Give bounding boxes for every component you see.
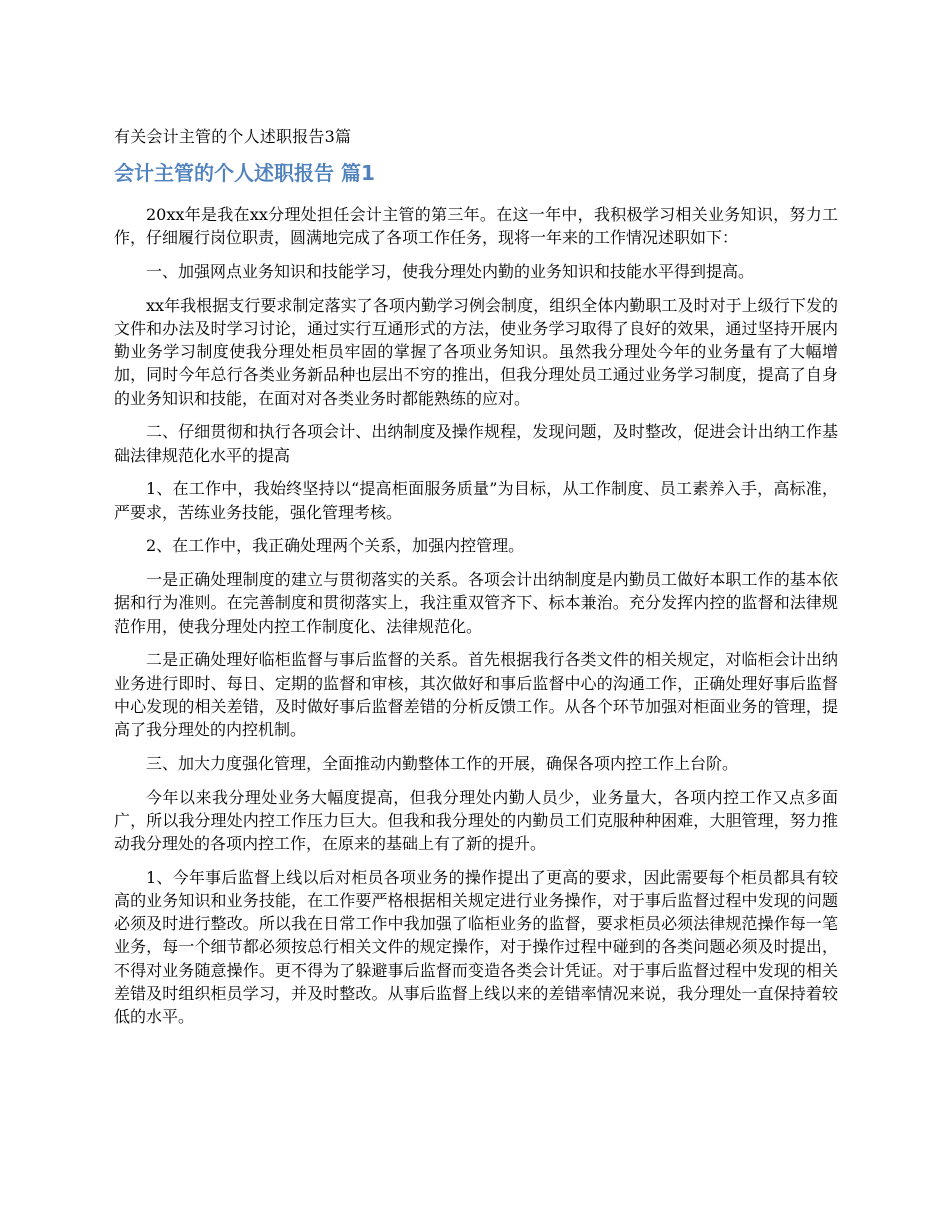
paragraph-relation-2: 二是正确处理好临柜监督与事后监督的关系。首先根据我行各类文件的相关规定，对临柜会计出纳业务进行即时、每日、定期的监督和审核，其次做好和事后监督中心的沟通工作，正确处理好事后监督中心发现的相关差错，及时做好事后监督差错的分析反馈工作。从各个环节加强对柜面业务的管理，提高了我分理处的内控机制。 bbox=[114, 650, 838, 740]
document-body bbox=[114, 203, 838, 1028]
document-title: 有关会计主管的个人述职报告3篇 bbox=[114, 127, 352, 146]
paragraph-item-1: 1、在工作中，我始终坚持以“提高柜面服务质量”为目标，从工作制度、员工素养入手，高标准，严要求，苦练业务技能，强化管理考核。 bbox=[114, 479, 838, 522]
paragraph-point-1: 一、加强网点业务知识和技能学习，使我分理处内勤的业务知识和技能水平得到提高。 bbox=[146, 262, 755, 281]
paragraph-point-3: 三、加大力度强化管理，全面推动内勤整体工作的开展，确保各项内控工作上台阶。 bbox=[146, 753, 739, 773]
paragraph-study-system: xx年我根据支行要求制定落实了各项内勤学习例会制度，组织全体内勤职工及时对于上级行下发的文件和办法及时学习讨论，通过实行互通形式的方法，使业务学习取得了良好的效果，通过坚持开展内勤业务学习制度使我分理处柜员牢固的掌握了各项业务知识。虽然我分理处今年的业务量有了大幅增加，同时今年总行各类业务新品种也层出不穷的推出，但我分理处员工通过业务学习制度，提高了自身的业务知识和技能，在面对对各类业务时都能熟练的应对。 bbox=[114, 295, 838, 408]
paragraph-relation-1: 一是正确处理制度的建立与贯彻落实的关系。各项会计出纳制度是内勤员工做好本职工作的基本依据和行为准则。在完善制度和贯彻落实上，我注重双管齐下、标本兼治。充分发挥内控的监督和法律规范作用，使我分理处内控工作制度化、法律规范化。 bbox=[114, 570, 838, 636]
paragraph-point-2: 二、仔细贯彻和执行各项会计、出纳制度及操作规程，发现问题，及时整改，促进会计出纳工作基础法律规范化水平的提高 bbox=[114, 422, 838, 465]
paragraph-item-2: 2、在工作中，我正确处理两个关系，加强内控管理。 bbox=[146, 536, 525, 556]
paragraph-intro: 20xx年是我在xx分理处担任会计主管的第三年。在这一年中，我积极学习相关业务知识，努力工作，仔细履行岗位职责，圆满地完成了各项工作任务，现将一年来的工作情况述职如下： bbox=[114, 205, 838, 248]
paragraph-post-supervision: 1、今年事后监督上线以后对柜员各项业务的操作提出了更高的要求，因此需要每个柜员都具有较高的业务知识和业务技能，在工作要严格根据相关规定进行业务操作，对于事后监督过程中发现的问题必须及时进行整改。所以我在日常工作中我加强了临柜业务的监督，要求柜员必须法律规范操作每一笔业务，每一个细节都必须按总行相关文件的规定操作，对于操作过程中碰到的各类问题必须及时提出，不得对业务随意操作。更不得为了躲避事后监督而变造各类会计凭证。对于事后监督过程中发现的相关差错及时组织柜员学习，并及时整改。从事后监督上线以来的差错率情况来说，我分理处一直保持着较低的水平。 bbox=[114, 867, 838, 1027]
document-page bbox=[114, 118, 838, 1039]
section-heading: 会计主管的个人述职报告 篇1 bbox=[114, 161, 375, 185]
paragraph-workload: 今年以来我分理处业务大幅度提高，但我分理处内勤人员少，业务量大，各项内控工作又点多面广，所以我分理处内控工作压力巨大。但我和我分理处的内勤员工们克服种种困难，大胆管理，努力推动我分理处的各项内控工作，在原来的基础上有了新的提升。 bbox=[114, 787, 838, 854]
